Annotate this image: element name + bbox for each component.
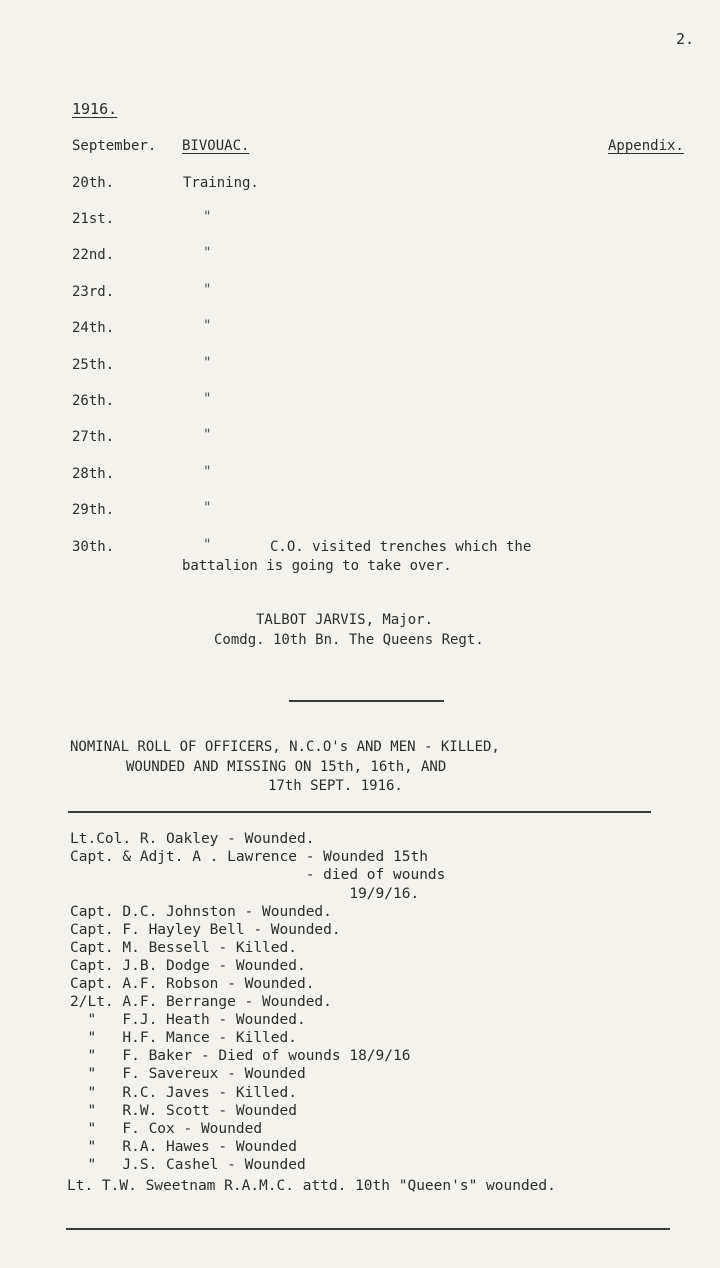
roll-line: Capt. D.C. Johnston - Wounded. (70, 904, 332, 920)
roll-line: " R.C. Javes - Killed. (70, 1085, 297, 1101)
ditto-mark: " (203, 391, 212, 407)
ditto-mark: " (203, 318, 212, 334)
entry-day: 27th. (72, 429, 115, 445)
entry-day: 30th. (72, 539, 115, 555)
roll-line: Capt. M. Bessell - Killed. (70, 940, 297, 956)
roll-line: " F.J. Heath - Wounded. (70, 1012, 306, 1028)
roll-line: " R.A. Hawes - Wounded (70, 1139, 297, 1155)
entry-day: 24th. (72, 320, 115, 336)
roll-line: Lt.Col. R. Oakley - Wounded. (70, 831, 315, 847)
roll-line: Capt. F. Hayley Bell - Wounded. (70, 922, 341, 938)
roll-line: - died of wounds (70, 867, 446, 883)
ditto-mark: " (203, 282, 212, 298)
entry-text: Training. (183, 175, 259, 191)
roll-line: Capt. A.F. Robson - Wounded. (70, 976, 315, 992)
roll-line: " F. Savereux - Wounded (70, 1066, 306, 1082)
ditto-mark: " (203, 427, 212, 443)
entry-day: 28th. (72, 466, 115, 482)
year-heading: 1916. (72, 100, 118, 118)
ditto-mark: " (203, 355, 212, 371)
entry-day: 23rd. (72, 284, 115, 300)
month-label: September. (72, 138, 157, 154)
ditto-mark: " (203, 245, 212, 261)
entry-day: 21st. (72, 211, 115, 227)
entry-day: 20th. (72, 175, 115, 191)
entry-day: 29th. (72, 502, 115, 518)
roll-bottom-rule (66, 1228, 670, 1230)
ditto-mark: " (203, 537, 212, 553)
ditto-mark: " (203, 500, 212, 516)
page-number: 2. (676, 30, 695, 48)
roll-title-line1: NOMINAL ROLL OF OFFICERS, N.C.O's AND MEN - KILLED, (70, 739, 500, 755)
roll-line: " J.S. Cashel - Wounded (70, 1157, 306, 1173)
entry-note-line2: battalion is going to take over. (182, 558, 452, 574)
appendix-label: Appendix. (608, 138, 684, 154)
roll-line: Capt. & Adjt. A . Lawrence - Wounded 15th (70, 849, 428, 865)
entry-day: 25th. (72, 357, 115, 373)
roll-title-line2: WOUNDED AND MISSING ON 15th, 16th, AND (126, 759, 447, 775)
roll-line: 19/9/16. (70, 886, 420, 902)
roll-title-line3: 17th SEPT. 1916. (268, 778, 403, 794)
entry-note-line1: C.O. visited trenches which the (270, 539, 532, 555)
ditto-mark: " (203, 464, 212, 480)
ditto-mark: " (203, 209, 212, 225)
signature-name: TALBOT JARVIS, Major. (256, 612, 434, 628)
roll-line: " F. Cox - Wounded (70, 1121, 263, 1137)
roll-line: " F. Baker - Died of wounds 18/9/16 (70, 1048, 411, 1064)
roll-line: " H.F. Mance - Killed. (70, 1030, 297, 1046)
section-divider (289, 700, 444, 702)
entry-day: 22nd. (72, 247, 115, 263)
location-label: BIVOUAC. (182, 138, 250, 154)
roll-line: " R.W. Scott - Wounded (70, 1103, 297, 1119)
signature-title: Comdg. 10th Bn. The Queens Regt. (214, 632, 484, 648)
roll-top-rule (68, 811, 651, 813)
roll-line: Lt. T.W. Sweetnam R.A.M.C. attd. 10th "Queen's" wounded. (67, 1178, 556, 1194)
roll-line: Capt. J.B. Dodge - Wounded. (70, 958, 306, 974)
entry-day: 26th. (72, 393, 115, 409)
roll-line: 2/Lt. A.F. Berrange - Wounded. (70, 994, 332, 1010)
